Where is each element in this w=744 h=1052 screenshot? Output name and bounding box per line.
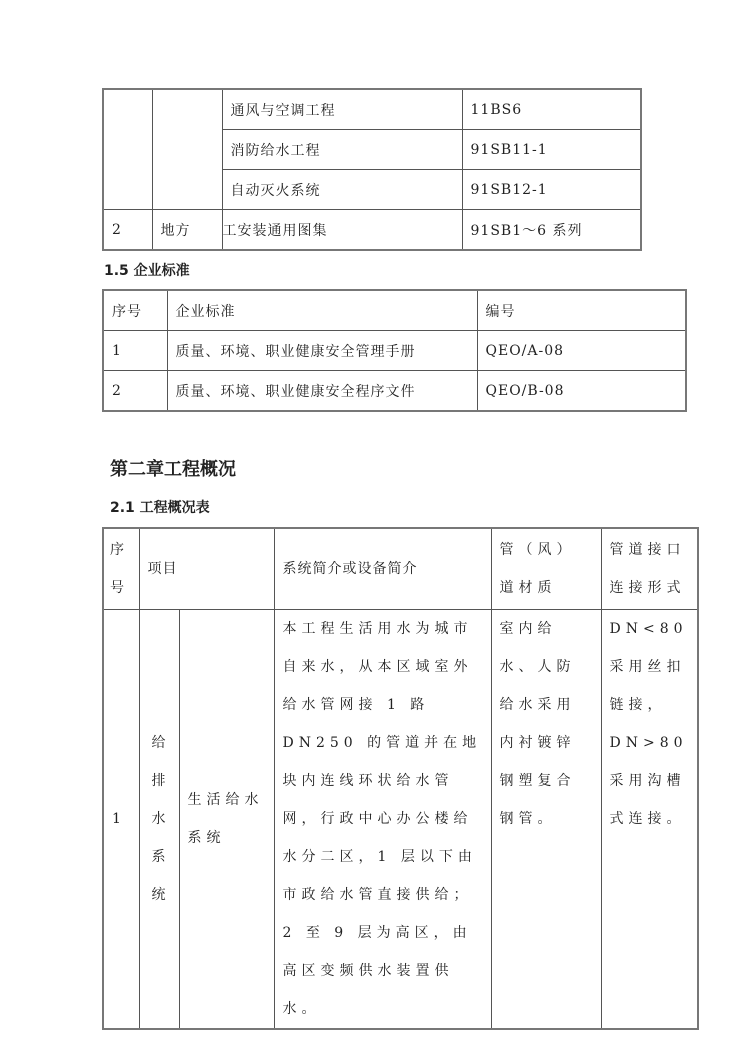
standard-name: 通风与空调工程	[222, 89, 462, 130]
table-header-row	[103, 528, 698, 610]
standard-name: 工安装通用图集	[222, 210, 462, 251]
header-joint: 管道接口连接形式	[601, 528, 698, 610]
header-standard: 企业标准	[167, 290, 477, 331]
standard-name: 自动灭火系统	[222, 170, 462, 210]
table-row	[103, 89, 641, 130]
table-row	[103, 331, 686, 371]
standard-code: QEO/A-08	[477, 331, 686, 371]
standard-code: 91SB11-1	[462, 130, 641, 170]
cell-empty	[152, 89, 222, 210]
section-heading-1-5: 1.5 企业标准	[104, 263, 190, 279]
row-number: 1	[103, 331, 167, 371]
header-code: 编号	[477, 290, 686, 331]
table-header-row	[103, 290, 686, 331]
header-no: 序号	[103, 528, 139, 610]
system-intro: 本工程生活用水为城市自来水，从本区域室外给水管网接 1 路 DN250 的管道并在地块内连线环状给水管网，行政中心办公楼给水分二区，1 层以下由市政给水管直接供给；2 至 9 层为高区，由高区变频供水装置供水。	[274, 610, 491, 1030]
standard-name: 质量、环境、职业健康安全程序文件	[167, 371, 477, 412]
system-category: 给排水系统	[139, 610, 179, 1030]
standard-code: 11BS6	[462, 89, 641, 130]
table-row	[103, 210, 641, 251]
table-row	[103, 371, 686, 412]
table-row	[103, 610, 698, 1030]
standard-name: 质量、环境、职业健康安全管理手册	[167, 331, 477, 371]
standard-category: 地方	[152, 210, 222, 251]
standard-code: 91SB1～6 系列	[462, 210, 641, 251]
row-number: 1	[103, 610, 139, 1030]
standards-table-continued	[102, 88, 642, 251]
header-material: 管（风）道材质	[491, 528, 601, 610]
project-overview-table	[102, 527, 699, 1030]
joint-type: DN<80 采用丝扣链接，DN>80 采用沟槽式连接。	[601, 610, 698, 1030]
header-intro: 系统简介或设备简介	[274, 528, 491, 610]
header-item: 项目	[139, 528, 274, 610]
pipe-material: 室内给水、人防给水采用内衬镀锌钢塑复合钢管。	[491, 610, 601, 1030]
row-number: 2	[103, 210, 152, 251]
enterprise-standards-table	[102, 289, 687, 412]
cell-empty	[103, 89, 152, 210]
standard-code: 91SB12-1	[462, 170, 641, 210]
standard-name: 消防给水工程	[222, 130, 462, 170]
row-number: 2	[103, 371, 167, 412]
chapter-heading: 第二章工程概况	[110, 459, 236, 480]
subsystem-name: 生活给水系统	[179, 610, 274, 1030]
standard-code: QEO/B-08	[477, 371, 686, 412]
section-heading-2-1: 2.1 工程概况表	[110, 500, 210, 516]
header-no: 序号	[103, 290, 167, 331]
